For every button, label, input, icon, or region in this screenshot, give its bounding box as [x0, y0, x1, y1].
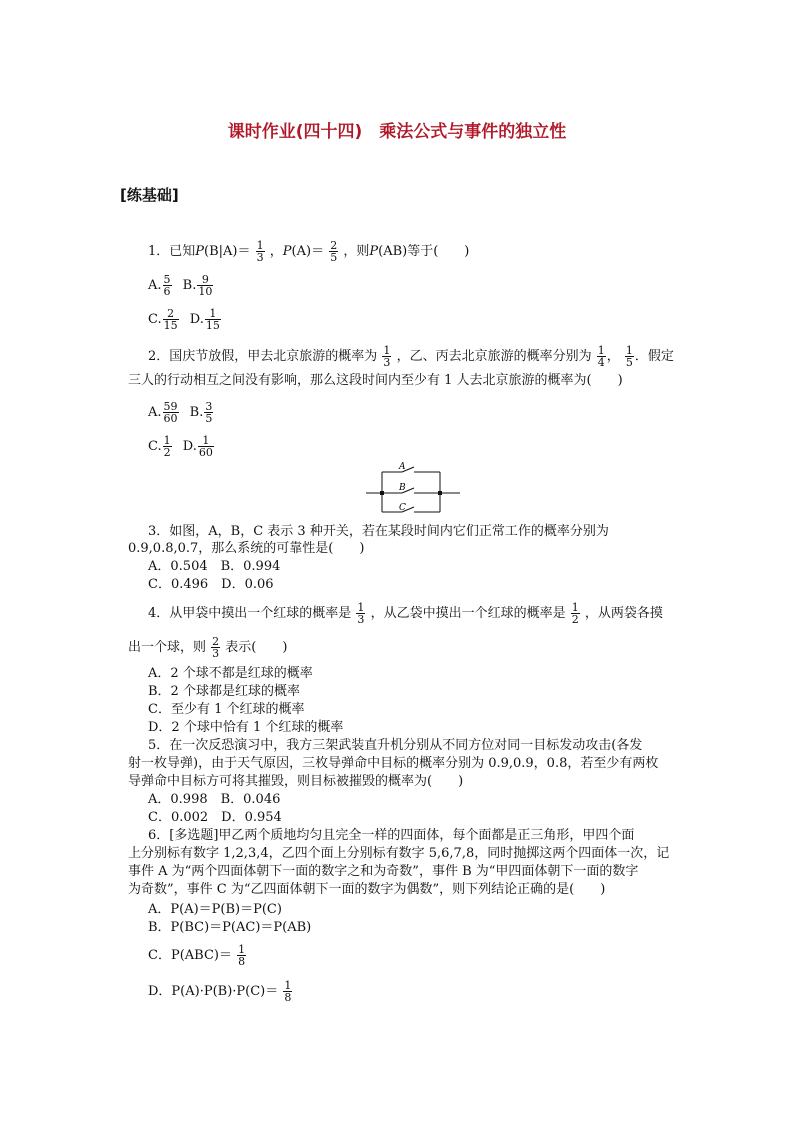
question-2-stem: 2．国庆节放假，甲去北京旅游的概率为 $\frac{1}{3}$ ，乙、丙去北京旅游的概率分别为 $\frac{1}{4}$ ， $\frac{1}{5}$ ．假定 — [148, 344, 674, 369]
question-6-line1: 6．[多选题]甲乙两个质地均匀且完全一样的四面体，每个面都是正三角形，甲四个面 — [148, 828, 635, 843]
question-5-line2: 射一枚导弹)，由于天气原因，三枚导弹命中目标的概率分别为 0.9,0.9，0.8，若至少有两枚 — [128, 756, 659, 771]
question-3-options-cd: C．0.496 D．0.06 — [148, 577, 274, 592]
question-6-line2: 上分别标有数字 1,2,3,4，乙四个面上分别标有数字 5,6,7,8，同时抛掷这两个四面体一次，记 — [128, 846, 670, 861]
fraction: $\frac{2}{5}$ — [330, 239, 338, 264]
question-2-line2: 三人的行动相互之间没有影响，那么这段时间内至少有 1 人去北京旅游的概率为( ) — [128, 373, 623, 388]
question-2-options-cd: C. $\frac{1}{2}$ D. $\frac{1}{60}$ — [148, 434, 213, 459]
question-6-option-a: A．P(A)＝P(B)＝P(C) — [148, 902, 282, 917]
question-5-line3: 导弹命中目标方可将其摧毁，则目标被摧毁的概率为( ) — [128, 774, 464, 789]
question-4-stem: 4．从甲袋中摸出一个红球的概率是 $\frac{1}{3}$ ，从乙袋中摸出一个红球的概率是 $\frac{1}{2}$ ，从两袋各摸 — [148, 601, 663, 626]
question-6-option-c: C．P(ABC)＝ $\frac{1}{8}$ — [148, 943, 246, 968]
question-5-options-ab: A．0.998 B．0.046 — [148, 792, 281, 807]
question-6-line3: 事件 A 为“两个四面体朝下一面的数字之和为奇数”，事件 B 为“甲四面体朝下一面的数字 — [128, 864, 639, 879]
question-3-options-ab: A．0.504 B．0.994 — [148, 559, 281, 574]
page-title: 课时作业(四十四) 乘法公式与事件的独立性 — [227, 122, 567, 142]
question-5-line1: 5．在一次反恐演习中，我方三架武装直升机分别从不同方位对同一目标发动攻击(各发 — [148, 738, 643, 753]
question-1-options-ab: A. $\frac{5}{6}$ B. $\frac{9}{10}$ — [148, 273, 213, 298]
question-4-option-d: D．2 个球中恰有 1 个红球的概率 — [148, 720, 344, 735]
question-4-option-a: A．2 个球不都是红球的概率 — [148, 666, 313, 681]
question-2-options-ab: A. $\frac{59}{60}$ B. $\frac{3}{5}$ — [148, 400, 213, 425]
switch-a-label: A — [399, 462, 406, 472]
switch-c-label: C — [399, 503, 406, 513]
question-6-option-b: B．P(BC)＝P(AC)＝P(AB) — [148, 920, 312, 935]
fraction: $\frac{1}{3}$ — [256, 239, 264, 264]
question-4-option-b: B．2 个球都是红球的概率 — [148, 684, 300, 699]
section-heading: [练基础] — [120, 186, 179, 204]
question-5-options-cd: C．0.002 D．0.954 — [148, 810, 282, 825]
question-4-option-c: C．至少有 1 个红球的概率 — [148, 702, 305, 717]
question-3-line1: 3．如图，A，B，C 表示 3 种开关，若在某段时间内它们正常工作的概率分别为 — [148, 524, 609, 539]
question-4-line2: 出一个球，则 $\frac{2}{3}$ 表示( ) — [128, 635, 288, 660]
question-6-option-d: D．P(A)·P(B)·P(C)＝ $\frac{1}{8}$ — [148, 979, 292, 1004]
question-1-options-cd: C. $\frac{2}{15}$ D. $\frac{1}{15}$ — [148, 307, 220, 332]
switch-b-label: B — [399, 483, 406, 493]
question-3-line2: 0.9,0.8,0.7，那么系统的可靠性是( ) — [128, 541, 365, 556]
circuit-diagram — [366, 460, 460, 518]
question-6-line4: 为奇数”，事件 C 为“乙四面体朝下一面的数字为偶数”，则下列结论正确的是( ) — [128, 882, 606, 897]
question-1-stem: 1．已知P(B|A)＝ $\frac{1}{3}$ ，P(A)＝ $\frac{2}{5}$ ，则P(AB)等于( ) — [148, 239, 470, 264]
